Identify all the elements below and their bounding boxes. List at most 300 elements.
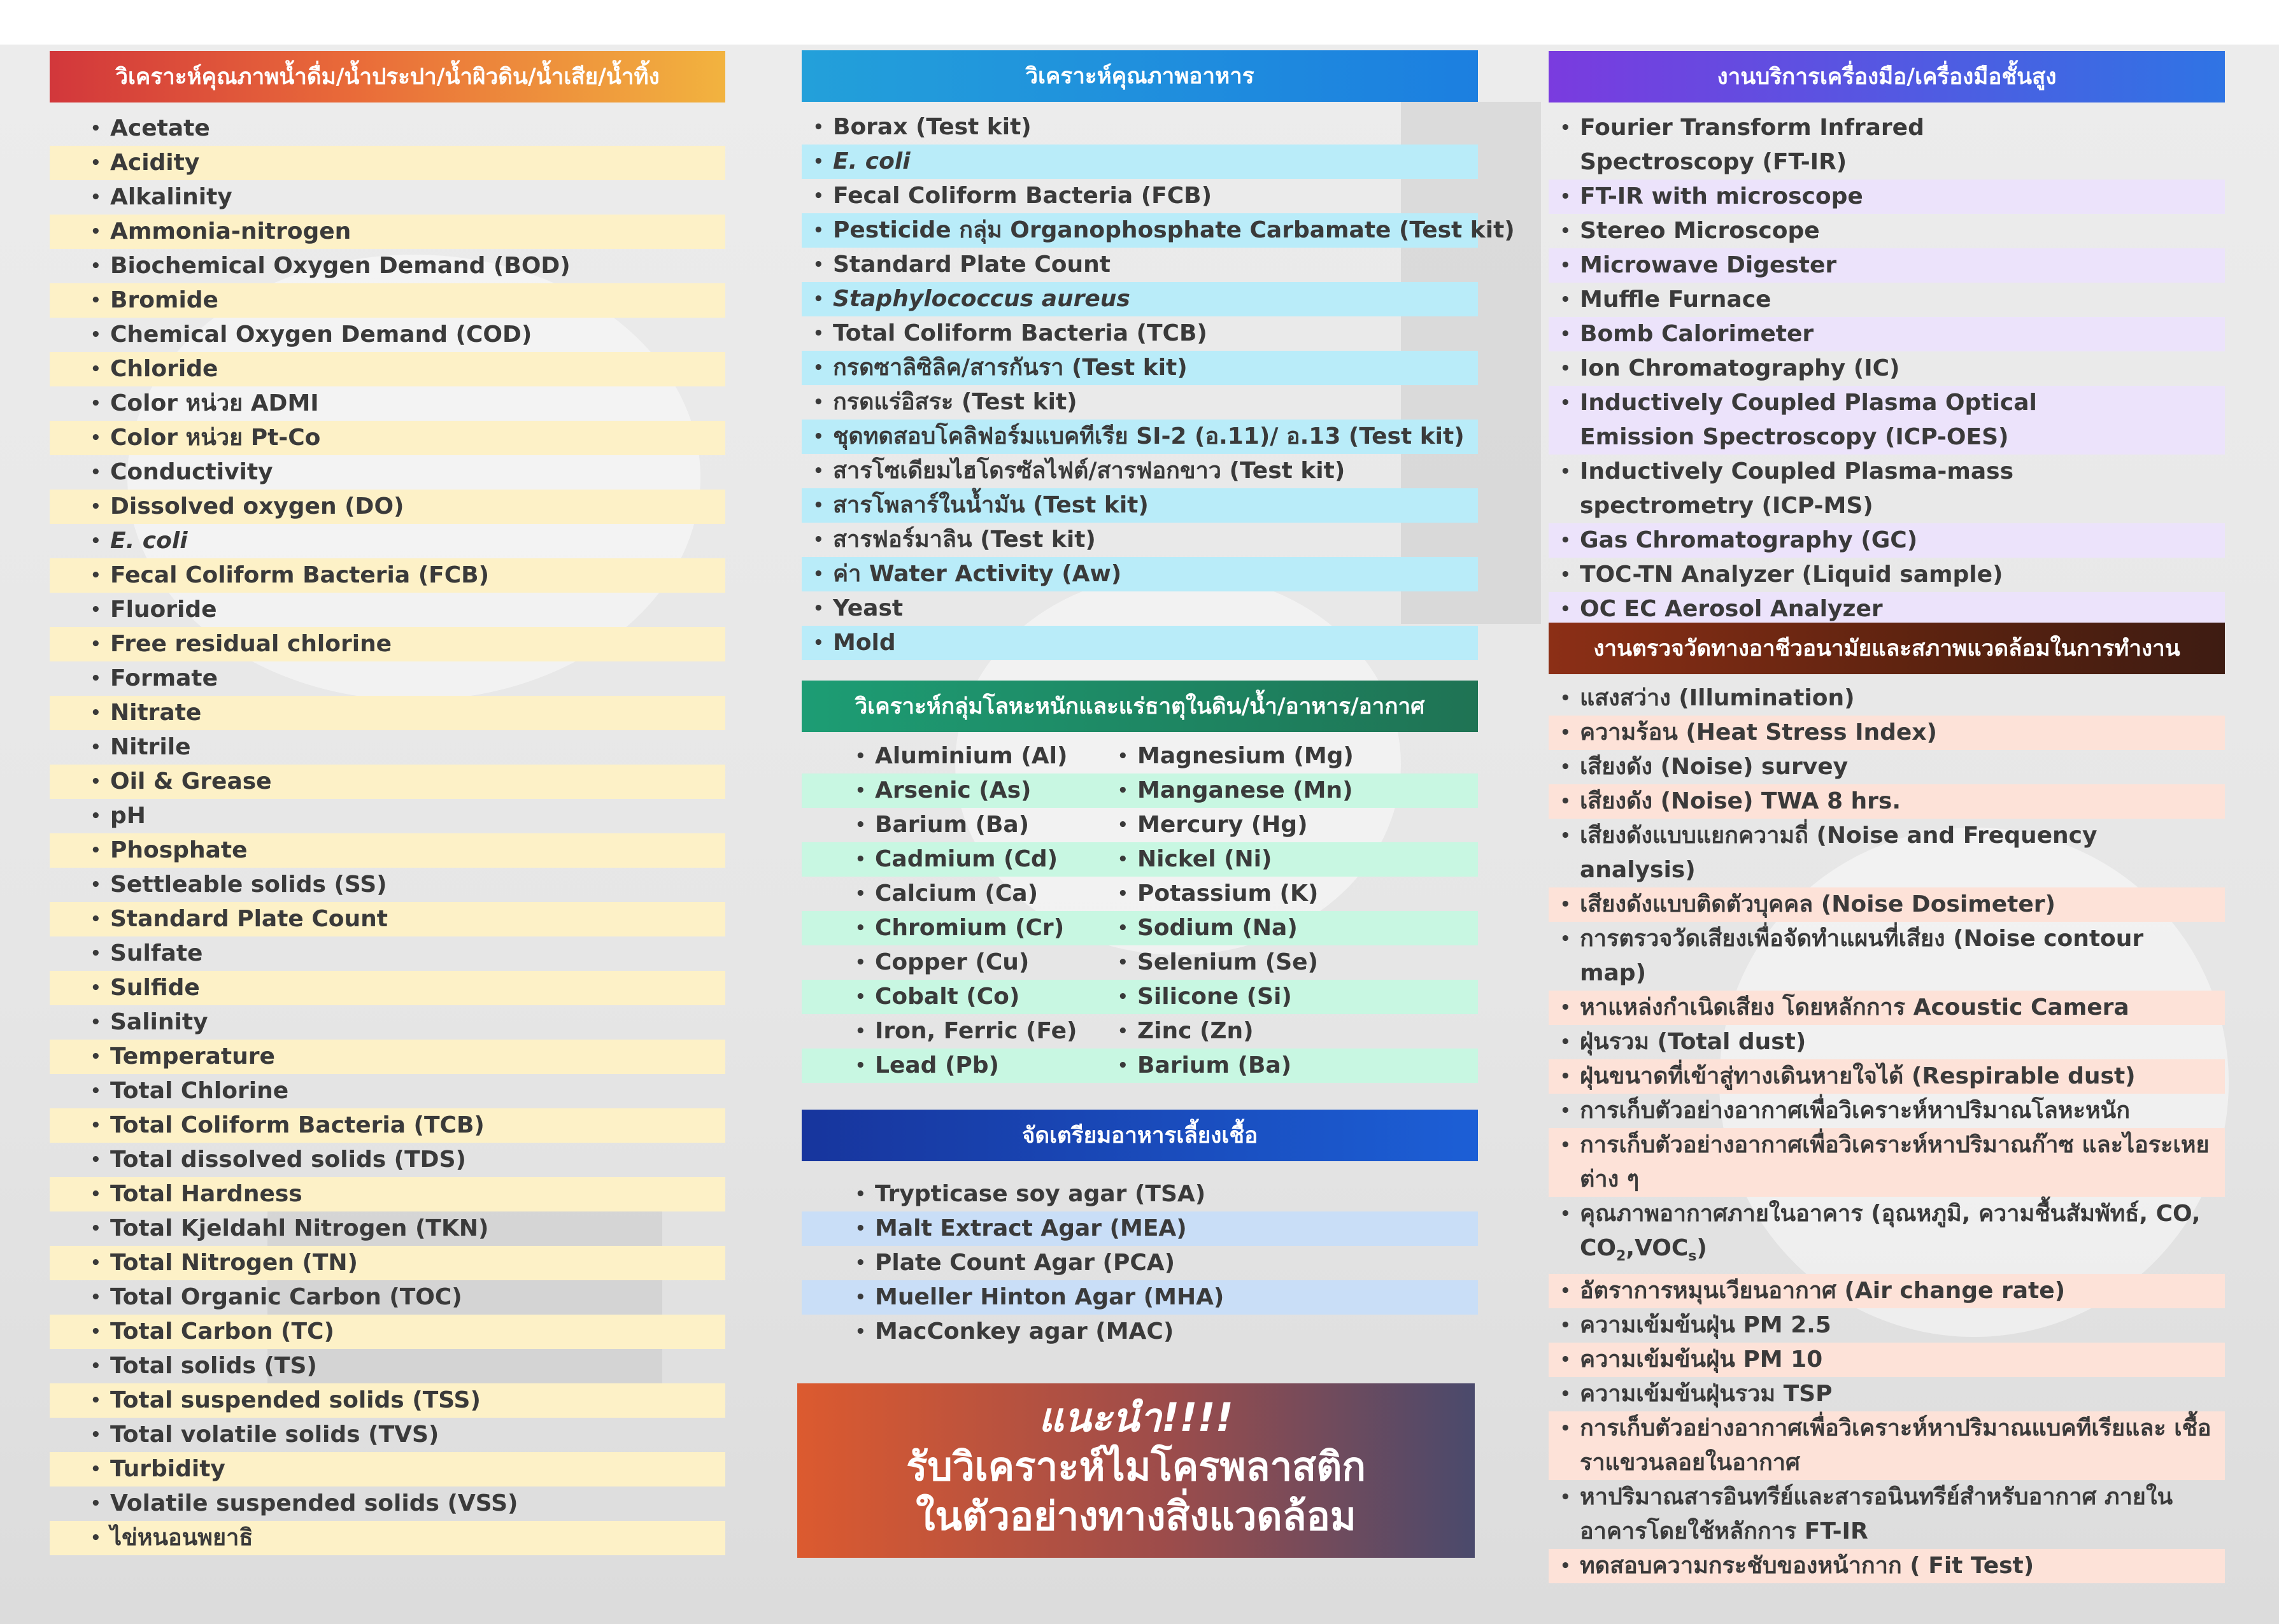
- metal-name: Nickel (Ni): [1137, 846, 1272, 872]
- bullet-icon: •: [90, 1185, 101, 1204]
- metal-name: Silicone (Si): [1137, 984, 1292, 1010]
- list-item: [802, 523, 1478, 557]
- list-item-text: เสียงดัง (Noise) survey: [1580, 754, 1849, 780]
- bullet-icon: •: [90, 566, 101, 585]
- bullet-icon: •: [1560, 723, 1571, 742]
- list-item: [1549, 558, 2225, 592]
- iaq-tail-part: s: [1688, 1248, 1697, 1265]
- metal-row: [802, 1049, 1478, 1083]
- list-item-text: ความเข้มข้นฝุ่น PM 10: [1580, 1346, 1823, 1373]
- bullet-icon: •: [1560, 118, 1571, 138]
- list-item-text: Alkalinity: [110, 184, 232, 210]
- list-item: [50, 524, 725, 558]
- list-item: [50, 902, 725, 936]
- metal-cell: [802, 808, 1118, 842]
- list-item-text: การเก็บตัวอย่างอากาศเพื่อวิเคราะห์หาปริมาณโลหะหนัก: [1580, 1098, 2131, 1124]
- bullet-icon: •: [855, 1253, 866, 1273]
- list-item: [802, 454, 1478, 488]
- list-item: [1549, 386, 2225, 455]
- list-item: [802, 1177, 1478, 1211]
- metal-name: Mercury (Hg): [1137, 812, 1308, 838]
- bullet-icon: •: [1560, 531, 1571, 550]
- list-item-text: Plate Count Agar (PCA): [875, 1250, 1175, 1276]
- list-item: [50, 1108, 725, 1143]
- list-item-text: ความเข้มข้นฝุ่นรวม TSP: [1580, 1381, 1833, 1408]
- list-item-text: เสียงดังแบบแยกความถี่ (Noise and Frequency analysis): [1580, 823, 2098, 883]
- bullet-icon: •: [90, 600, 101, 619]
- list-item-text: E. coli: [110, 528, 188, 554]
- list-item-text: เสียงดัง (Noise) TWA 8 hrs.: [1580, 788, 1901, 814]
- list-item-text: เสียงดังแบบติดตัวบุคคล (Noise Dosimeter): [1580, 891, 2055, 917]
- bullet-icon: •: [90, 1460, 101, 1479]
- list-item: [50, 249, 725, 283]
- bullet-icon: •: [90, 875, 101, 894]
- list-item: [50, 799, 725, 833]
- list-item: [1549, 1059, 2225, 1094]
- list-item-text: Chloride: [110, 356, 218, 382]
- metal-cell: [802, 773, 1118, 808]
- list-item: [50, 1418, 725, 1452]
- bullet-icon: •: [1560, 792, 1571, 811]
- list-item-text: การเก็บตัวอย่างอากาศเพื่อวิเคราะห์หาปริมาณแบคทีเรียและ เชื้อราแขวนลอยในอากาศ: [1580, 1415, 2212, 1476]
- list-item-text: Standard Plate Count: [110, 906, 388, 932]
- list-item: [50, 421, 725, 455]
- list-item: [1549, 1411, 2225, 1480]
- list-item: [1549, 1480, 2225, 1549]
- bullet-icon: •: [1560, 393, 1571, 413]
- metal-name: Cadmium (Cd): [875, 846, 1058, 872]
- heavy-metals-panel: [802, 681, 1478, 1083]
- list-item: [50, 765, 725, 799]
- list-item: [50, 971, 725, 1005]
- metal-name: Lead (Pb): [875, 1052, 1000, 1078]
- bullet-icon: •: [1560, 1557, 1571, 1576]
- list-item-text: E. coli: [833, 148, 911, 174]
- list-item-text: Fecal Coliform Bacteria (FCB): [833, 183, 1212, 209]
- list-item: [1549, 922, 2225, 991]
- list-item: [50, 1315, 725, 1349]
- metal-name: Sodium (Na): [1137, 915, 1298, 941]
- list-item: [1549, 887, 2225, 922]
- list-item: [50, 558, 725, 593]
- list-item: [50, 1246, 725, 1280]
- metal-name: Selenium (Se): [1137, 949, 1318, 975]
- metal-row: [802, 945, 1478, 980]
- metal-row: [802, 1014, 1478, 1049]
- list-item-text: สารโซเดียมไฮโดรซัลไฟต์/สารฟอกขาว (Test kit): [833, 458, 1345, 484]
- occupational-health-panel: [1549, 623, 2225, 1583]
- food-analysis-list: [802, 110, 1515, 660]
- list-item-text: Nitrile: [110, 734, 191, 760]
- list-item: [1549, 1549, 2225, 1583]
- list-item: [50, 936, 725, 971]
- list-item-text: Total dissolved solids (TDS): [110, 1147, 466, 1173]
- iaq-tail-part: ): [1696, 1235, 1707, 1261]
- promo-line-2: รับวิเคราะห์ไมโครพลาสติก: [906, 1443, 1366, 1490]
- list-item-text: Free residual chlorine: [110, 631, 392, 657]
- bullet-icon: •: [855, 1022, 866, 1041]
- list-item-text: สารโพลาร์ในน้ำมัน (Test kit): [833, 492, 1149, 518]
- food-analysis-panel: [802, 50, 1515, 660]
- list-item: [50, 1211, 725, 1246]
- bullet-icon: •: [813, 530, 824, 549]
- list-item-text: Bomb Calorimeter: [1580, 321, 1814, 347]
- bullet-icon: •: [90, 463, 101, 482]
- list-item: [50, 215, 725, 249]
- metal-cell: [1118, 945, 1372, 980]
- bullet-icon: •: [90, 978, 101, 998]
- list-item-text: Stereo Microscope: [1580, 218, 1820, 244]
- list-item-text: Temperature: [110, 1043, 275, 1070]
- bullet-icon: •: [1118, 1022, 1128, 1041]
- list-item: [1549, 351, 2225, 386]
- list-item-text: Mueller Hinton Agar (MHA): [875, 1284, 1225, 1310]
- food-analysis-title: วิเคราะห์คุณภาพอาหาร: [802, 50, 1478, 102]
- metal-cell: [802, 911, 1118, 945]
- list-item-text: ความเข้มข้นฝุ่น PM 2.5: [1580, 1312, 1831, 1339]
- list-item: [1549, 819, 2225, 887]
- metal-cell: [802, 1049, 1118, 1083]
- bullet-icon: •: [855, 884, 866, 903]
- metal-name: Barium (Ba): [875, 812, 1030, 838]
- bullet-icon: •: [90, 1529, 101, 1548]
- iaq-tail-part: 2: [1616, 1248, 1626, 1265]
- list-item: [50, 730, 725, 765]
- bullet-icon: •: [90, 1150, 101, 1169]
- list-item-text: Borax (Test kit): [833, 114, 1032, 140]
- bullet-icon: •: [855, 781, 866, 800]
- bullet-icon: •: [813, 324, 824, 343]
- bullet-icon: •: [1560, 1033, 1571, 1052]
- list-item: [802, 145, 1478, 179]
- list-item: [1549, 214, 2225, 248]
- metal-name: Potassium (K): [1137, 880, 1319, 907]
- list-item-text: Acetate: [110, 115, 210, 141]
- list-item: [1549, 283, 2225, 317]
- bullet-icon: •: [90, 635, 101, 654]
- list-item-text: กรดซาลิซิลิค/สารกันรา (Test kit): [833, 355, 1188, 381]
- metal-row: [802, 739, 1478, 773]
- bullet-icon: •: [1560, 1101, 1571, 1120]
- list-item-text: Total Coliform Bacteria (TCB): [833, 320, 1207, 346]
- list-item: [50, 180, 725, 215]
- list-item: [802, 316, 1478, 351]
- list-item-text: Fecal Coliform Bacteria (FCB): [110, 562, 490, 588]
- metal-cell: [802, 1014, 1118, 1049]
- list-item: [50, 593, 725, 627]
- list-item: [1549, 1197, 2225, 1274]
- list-item: [50, 1280, 725, 1315]
- bullet-icon: •: [90, 291, 101, 310]
- list-item: [1549, 991, 2225, 1025]
- bullet-icon: •: [813, 358, 824, 378]
- culture-media-panel: [802, 1110, 1478, 1349]
- bullet-icon: •: [90, 153, 101, 173]
- list-item-text: Total Organic Carbon (TOC): [110, 1284, 462, 1310]
- list-item: [802, 179, 1478, 213]
- bullet-icon: •: [1118, 919, 1128, 938]
- bullet-icon: •: [90, 1082, 101, 1101]
- promo-headline: แนะนำ!!!!: [1039, 1394, 1233, 1441]
- bullet-icon: •: [90, 1219, 101, 1238]
- culture-media-title: จัดเตรียมอาหารเลี้ยงเชื้อ: [802, 1110, 1478, 1161]
- list-item-text: OC EC Aerosol Analyzer: [1580, 596, 1883, 622]
- heavy-metals-title: วิเคราะห์กลุ่มโลหะหนักและแร่ธาตุในดิน/น้ำ/อาหาร/อากาศ: [802, 681, 1478, 732]
- list-item: [50, 455, 725, 490]
- list-item: [802, 1280, 1478, 1315]
- iaq-tail-part: CO: [1580, 1235, 1617, 1261]
- bullet-icon: •: [90, 1047, 101, 1066]
- list-item: [1549, 455, 2225, 523]
- list-item-text: กรดแร่อิสระ (Test kit): [833, 389, 1077, 415]
- bullet-icon: •: [855, 953, 866, 972]
- bullet-icon: •: [1560, 187, 1571, 206]
- metal-cell: [1118, 808, 1372, 842]
- list-item: [1549, 1025, 2225, 1059]
- list-item-text: Total Coliform Bacteria (TCB): [110, 1112, 485, 1138]
- list-item-text: สารฟอร์มาลิน (Test kit): [833, 526, 1096, 553]
- metal-cell: [802, 945, 1118, 980]
- list-item-text: Turbidity: [110, 1456, 225, 1482]
- water-analysis-panel: [50, 51, 725, 1555]
- iaq-parameters-tail: [1580, 1235, 1707, 1265]
- bullet-icon: •: [1118, 987, 1128, 1006]
- list-item: [802, 282, 1478, 316]
- list-item: [802, 351, 1478, 385]
- metal-cell: [802, 980, 1118, 1014]
- list-item-text: Phosphate: [110, 837, 248, 863]
- list-item: [50, 386, 725, 421]
- bullet-icon: •: [813, 496, 824, 515]
- metal-name: Cobalt (Co): [875, 984, 1020, 1010]
- list-item-text: Staphylococcus aureus: [833, 286, 1130, 312]
- list-item: [802, 1246, 1478, 1280]
- bullet-icon: •: [813, 565, 824, 584]
- list-item-text: Total Hardness: [110, 1181, 302, 1207]
- bullet-icon: •: [855, 850, 866, 869]
- list-item-text: ชุดทดสอบโคลิฟอร์มแบคทีเรีย SI-2 (อ.11)/ อ.13 (Test kit): [833, 423, 1465, 449]
- list-item-text: Mold: [833, 630, 896, 656]
- list-item: [50, 661, 725, 696]
- list-item: [50, 1521, 725, 1555]
- bullet-icon: •: [855, 1056, 866, 1075]
- metal-cell: [802, 739, 1118, 773]
- list-item: [802, 420, 1478, 454]
- bullet-icon: •: [813, 633, 824, 653]
- bullet-icon: •: [90, 1391, 101, 1410]
- list-item-text: Volatile suspended solids (VSS): [110, 1490, 518, 1516]
- occupational-health-list: [1549, 681, 2225, 1583]
- promo-line-3: ในตัวอย่างทางสิ่งแวดล้อม: [916, 1493, 1356, 1539]
- list-item: [50, 1074, 725, 1108]
- list-item: [50, 833, 725, 868]
- list-item-text: Color หน่วย ADMI: [110, 390, 319, 416]
- list-item-text: Ion Chromatography (IC): [1580, 355, 1900, 381]
- list-item-text: Dissolved oxygen (DO): [110, 493, 404, 519]
- metal-name: Chromium (Cr): [875, 915, 1065, 941]
- bullet-icon: •: [855, 1219, 866, 1238]
- iaq-tail-part: ,VOC: [1626, 1235, 1689, 1261]
- bullet-icon: •: [90, 703, 101, 723]
- list-item: [1549, 523, 2225, 558]
- metal-name: Calcium (Ca): [875, 880, 1039, 907]
- water-analysis-title: วิเคราะห์คุณภาพน้ำดื่ม/น้ำประปา/น้ำผิวดิน/น้ำเสีย/น้ำทิ้ง: [50, 51, 725, 102]
- list-item-text: Oil & Grease: [110, 768, 272, 794]
- bullet-icon: •: [855, 1185, 866, 1204]
- bullet-icon: •: [813, 290, 824, 309]
- list-item-text: Malt Extract Agar (MEA): [875, 1215, 1187, 1241]
- instrument-services-title: งานบริการเครื่องมือ/เครื่องมือชั้นสูง: [1549, 51, 2225, 102]
- bullet-icon: •: [1560, 1419, 1571, 1439]
- list-item: [802, 213, 1515, 248]
- bullet-icon: •: [90, 1288, 101, 1307]
- list-item: [802, 385, 1478, 420]
- bullet-icon: •: [1118, 781, 1128, 800]
- list-item-text: ฝุ่นรวม (Total dust): [1580, 1029, 1807, 1055]
- metal-name: Aluminium (Al): [875, 743, 1068, 769]
- list-item-text: Acidity: [110, 150, 200, 176]
- list-item-text: Salinity: [110, 1009, 208, 1035]
- bullet-icon: •: [1560, 256, 1571, 275]
- metal-cell: [1118, 1014, 1372, 1049]
- list-item: [802, 1315, 1478, 1349]
- bullet-icon: •: [1560, 600, 1571, 619]
- list-item: [1549, 592, 2225, 626]
- bullet-icon: •: [90, 910, 101, 929]
- list-item-text: หาแหล่งกำเนิดเสียง โดยหลักการ Acoustic Camera: [1580, 994, 2129, 1020]
- instrument-services-panel: [1549, 51, 2225, 626]
- bullet-icon: •: [1560, 758, 1571, 777]
- bullet-icon: •: [1118, 1056, 1128, 1075]
- bullet-icon: •: [90, 1013, 101, 1032]
- list-item-text: Microwave Digester: [1580, 252, 1837, 278]
- list-item: [50, 1143, 725, 1177]
- list-item-text: Color หน่วย Pt-Co: [110, 425, 321, 451]
- list-item-text: การเก็บตัวอย่างอากาศเพื่อวิเคราะห์หาปริมาณก๊าซ และไอระเหยต่าง ๆ: [1580, 1132, 2210, 1192]
- occupational-health-title: งานตรวจวัดทางอาชีวอนามัยและสภาพแวดล้อมในการทำงาน: [1549, 623, 2225, 674]
- water-analysis-list: [50, 111, 725, 1555]
- bullet-icon: •: [1560, 1385, 1571, 1404]
- bullet-icon: •: [1560, 1204, 1571, 1224]
- list-item: [1549, 180, 2225, 214]
- bullet-icon: •: [1560, 689, 1571, 708]
- heavy-metals-grid: [802, 739, 1478, 1083]
- bullet-icon: •: [813, 462, 824, 481]
- list-item: [1549, 1274, 2225, 1308]
- list-item-text: Inductively Coupled Plasma Optical Emission Spectroscopy (ICP-OES): [1580, 390, 2037, 450]
- list-item-text: Trypticase soy agar (TSA): [875, 1181, 1206, 1207]
- bullet-icon: •: [813, 255, 824, 274]
- list-item-text: MacConkey agar (MAC): [875, 1318, 1174, 1345]
- list-item: [1549, 750, 2225, 784]
- bullet-icon: •: [1560, 895, 1571, 914]
- list-item: [802, 110, 1478, 145]
- bullet-icon: •: [1560, 290, 1571, 309]
- bullet-icon: •: [90, 1494, 101, 1513]
- list-item: [1549, 317, 2225, 351]
- bullet-icon: •: [90, 1322, 101, 1341]
- list-item-text: Sulfate: [110, 940, 203, 966]
- list-item: [50, 1040, 725, 1074]
- bullet-icon: •: [1118, 816, 1128, 835]
- list-item: [1549, 1377, 2225, 1411]
- bullet-icon: •: [1560, 1350, 1571, 1370]
- bullet-icon: •: [90, 394, 101, 413]
- list-item-text: ฝุ่นขนาดที่เข้าสู่ทางเดินหายใจได้ (Respirable dust): [1580, 1063, 2136, 1089]
- list-item-text: Yeast: [833, 595, 904, 621]
- bullet-icon: •: [90, 188, 101, 207]
- list-item: [50, 627, 725, 661]
- list-item: [802, 557, 1478, 591]
- instrument-services-list: [1549, 111, 2225, 626]
- metal-cell: [1118, 911, 1372, 945]
- list-item-text: Total suspended solids (TSS): [110, 1387, 481, 1413]
- bullet-icon: •: [1118, 884, 1128, 903]
- list-item-text: Total Kjeldahl Nitrogen (TKN): [110, 1215, 489, 1241]
- metal-row: [802, 980, 1478, 1014]
- bullet-icon: •: [813, 118, 824, 137]
- list-item-text: TOC-TN Analyzer (Liquid sample): [1580, 561, 2003, 588]
- metal-cell: [1118, 773, 1372, 808]
- bullet-icon: •: [813, 427, 824, 446]
- metal-row: [802, 773, 1478, 808]
- list-item-text: หาปริมาณสารอินทรีย์และสารอนินทรีย์สำหรับอากาศ ภายในอาคารโดยใช้หลักการ FT-IR: [1580, 1484, 2173, 1545]
- bullet-icon: •: [90, 944, 101, 963]
- list-item: [1549, 1343, 2225, 1377]
- bullet-icon: •: [90, 497, 101, 516]
- list-item: [50, 696, 725, 730]
- list-item-text: แสงสว่าง (Illumination): [1580, 685, 1855, 711]
- metal-row: [802, 911, 1478, 945]
- list-item-text: Nitrate: [110, 700, 202, 726]
- metal-name: Zinc (Zn): [1137, 1018, 1254, 1044]
- bullet-icon: •: [813, 187, 824, 206]
- list-item: [50, 1486, 725, 1521]
- list-item: [50, 1383, 725, 1418]
- list-item-text: Total Chlorine: [110, 1078, 289, 1104]
- list-item-text: Pesticide กลุ่ม Organophosphate Carbamate (Test kit): [833, 217, 1515, 243]
- list-item-text: ไข่หนอนพยาธิ: [110, 1525, 253, 1551]
- bullet-icon: •: [813, 152, 824, 171]
- bullet-icon: •: [90, 738, 101, 757]
- bullet-icon: •: [1560, 1488, 1571, 1507]
- metal-name: Magnesium (Mg): [1137, 743, 1354, 769]
- list-item-text: อัตราการหมุนเวียนอากาศ (Air change rate): [1580, 1278, 2066, 1304]
- metal-row: [802, 808, 1478, 842]
- list-item: [802, 1211, 1478, 1246]
- bullet-icon: •: [1560, 826, 1571, 845]
- bullet-icon: •: [90, 360, 101, 379]
- list-item-text: Biochemical Oxygen Demand (BOD): [110, 253, 571, 279]
- bullet-icon: •: [90, 841, 101, 860]
- bullet-icon: •: [90, 807, 101, 826]
- list-item-text: FT-IR with microscope: [1580, 183, 1863, 209]
- list-item-text: Fluoride: [110, 597, 217, 623]
- list-item: [50, 1177, 725, 1211]
- list-item-text: การตรวจวัดเสียงเพื่อจัดทำแผนที่เสียง (Noise contour map): [1580, 926, 2144, 986]
- list-item-text: Fourier Transform Infrared Spectroscopy (FT-IR): [1580, 115, 1924, 175]
- metal-cell: [802, 877, 1118, 911]
- list-item: [802, 591, 1478, 626]
- list-item-text: Total volatile solids (TVS): [110, 1422, 439, 1448]
- culture-media-list: [802, 1177, 1478, 1349]
- bullet-icon: •: [1118, 953, 1128, 972]
- list-item: [50, 1005, 725, 1040]
- bullet-icon: •: [90, 325, 101, 344]
- list-item: [50, 1452, 725, 1486]
- metal-cell: [1118, 980, 1372, 1014]
- bullet-icon: •: [90, 119, 101, 138]
